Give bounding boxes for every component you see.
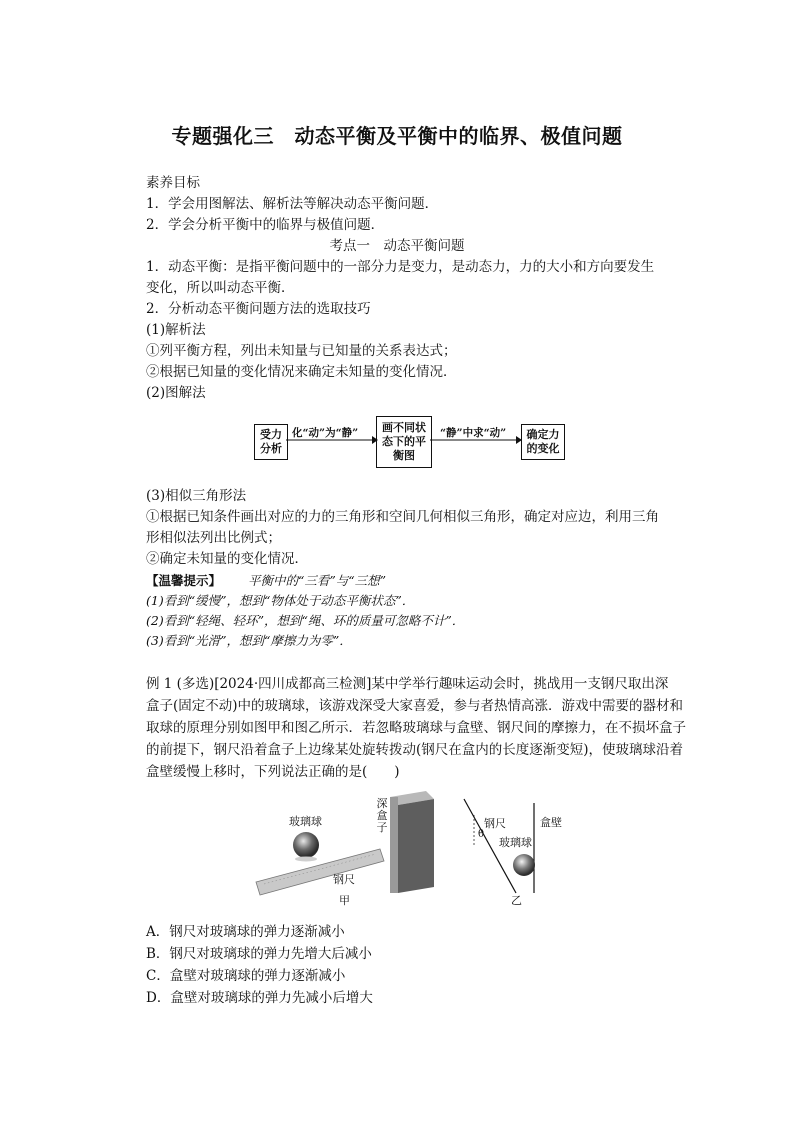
example-text: 盒壁缓慢上移时，下列说法正确的是( ) — [146, 764, 400, 780]
figure-label: 钢尺 — [333, 873, 355, 886]
option-a: A．钢尺对玻璃球的弹力逐渐减小 — [146, 924, 345, 940]
page-title: 专题强化三 动态平衡及平衡中的临界、极值问题 — [171, 124, 623, 148]
flow-box-text: 衡图 — [393, 449, 415, 462]
flow-box-force-analysis — [254, 424, 288, 460]
flow-box-text: 受力 — [260, 428, 282, 441]
goals-heading: 素养目标 — [146, 175, 200, 191]
example-text: 例 1 (多选)[2024·四川成都高三检测]某中学举行趣味运动会时，挑战用一支钢尺取出深 — [146, 676, 669, 692]
paragraph: 1．动态平衡：是指平衡问题中的一部分力是变力，是动态力，力的大小和方向要发生 — [146, 259, 655, 275]
figure-label — [376, 798, 388, 834]
example-text: 盒子(固定不动)中的玻璃球，该游戏深受大家喜爱，参与者热情高涨．游戏中需要的器材和 — [146, 698, 684, 714]
method-heading: (2)图解法 — [146, 385, 206, 401]
goal-item: 1．学会用图解法、解析法等解决动态平衡问题． — [146, 196, 439, 212]
option-c: C．盒壁对玻璃球的弹力逐渐减小 — [146, 968, 346, 984]
tip-item: (3)看到“光滑”，想到“摩擦力为零”． — [146, 633, 352, 648]
figure-label-char: 子 — [376, 821, 388, 834]
method-heading: (1)解析法 — [146, 322, 206, 338]
figure-label-char: 盒 — [376, 809, 388, 822]
flow-arrow-label: 化“动”为“静” — [292, 427, 359, 439]
flow-box-text: 态下的平 — [382, 435, 426, 448]
method-heading: (3)相似三角形法 — [146, 488, 247, 504]
paragraph: 变化，所以叫动态平衡． — [146, 280, 295, 296]
angle-label: θ — [478, 829, 485, 840]
paragraph: ②确定未知量的变化情况． — [146, 551, 308, 567]
option-b: B．钢尺对玻璃球的弹力先增大后减小 — [146, 946, 372, 962]
figure-jia-illustration — [250, 785, 450, 910]
tip-item: (2)看到“轻绳、轻环”，想到“绳、环的质量可忽略不计”． — [146, 613, 465, 628]
tip-item: (1)看到“缓慢”，想到“物体处于动态平衡状态”． — [146, 593, 415, 608]
flow-arrow-label: “静”中求“动” — [440, 427, 507, 439]
flow-box-text: 画不同状 — [382, 421, 426, 434]
figure-label-char: 深 — [376, 797, 388, 810]
goal-item: 2．学会分析平衡中的临界与极值问题． — [146, 217, 385, 233]
deep-box-icon — [390, 791, 434, 893]
figure-label: 玻璃球 — [289, 815, 322, 828]
flow-box-text: 的变化 — [526, 442, 560, 455]
figure-caption: 乙 — [511, 894, 522, 907]
flow-arrow — [430, 430, 522, 444]
flow-arrow — [286, 430, 378, 444]
ruler-icon — [256, 849, 384, 895]
flow-box-text: 确定力 — [526, 428, 560, 441]
tips-subtitle: 平衡中的“三看”与“三想” — [248, 573, 387, 588]
example-text: 取球的原理分别如图甲和图乙所示．若忽略玻璃球与盒壁、钢尺间的摩擦力，在不损坏盒子 — [146, 720, 686, 736]
option-d: D．盒壁对玻璃球的弹力先减小后增大 — [146, 990, 373, 1006]
paragraph: ①列平衡方程，列出未知量与已知量的关系表达式； — [146, 343, 457, 359]
flow-box-force-change — [521, 424, 565, 460]
figure-caption: 甲 — [339, 894, 350, 907]
figure-label: 钢尺 — [484, 817, 506, 830]
paragraph: ②根据已知量的变化情况来确定未知量的变化情况． — [146, 364, 457, 380]
example-text: 的前提下，钢尺沿着盒子上边缘某处旋转拨动(钢尺在盒内的长度逐渐变短)，使玻璃球沿着 — [146, 742, 684, 758]
paragraph: 形相似法列出比例式； — [146, 530, 281, 546]
section-heading: 考点一 动态平衡问题 — [329, 238, 465, 254]
paragraph: 2．分析动态平衡问题方法的选取技巧 — [146, 301, 371, 317]
flow-box-balance-diagram — [376, 416, 432, 468]
figure-label: 玻璃球 — [499, 836, 532, 849]
flow-box-text: 分析 — [260, 442, 282, 455]
figure-label: 盒壁 — [540, 816, 562, 829]
glass-ball-icon — [293, 832, 319, 858]
paragraph: ①根据已知条件画出对应的力的三角形和空间几何相似三角形，确定对应边，利用三角 — [146, 509, 659, 525]
tips-heading: 【温馨提示】 — [146, 573, 222, 588]
glass-ball-icon — [513, 854, 535, 876]
